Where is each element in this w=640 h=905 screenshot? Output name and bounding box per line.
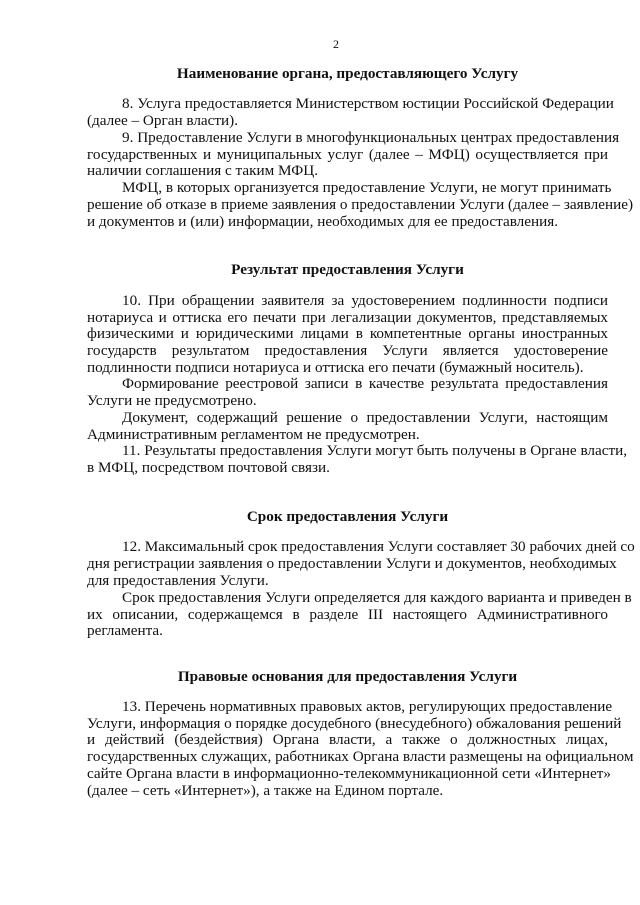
text-line: (далее – Орган власти). [87, 112, 239, 129]
text-line: подлинности подписи нотариуса и оттиска его печати (бумажный носитель). [87, 359, 584, 376]
text-line: Услуги не предусмотрено. [87, 392, 257, 409]
text-line: в МФЦ, посредством почтовой связи. [87, 459, 330, 476]
text-line: и действий (бездействия) Органа власти, а также о должностных лицах, [87, 731, 608, 748]
text-line: (далее – сеть «Интернет»), а также на Едином портале. [87, 782, 444, 799]
text-line: решение об отказе в приеме заявления о предоставлении Услуги (далее – заявление) [87, 196, 633, 213]
text-line: физическими и юридическими лицами в компетентные органы иностранных [87, 325, 608, 342]
text-line: 8. Услуга предоставляется Министерством юстиции Российской Федерации [122, 95, 614, 112]
text-line: и документов и (или) информации, необходимых для ее предоставления. [87, 213, 559, 230]
text-line: регламента. [87, 622, 163, 639]
page-number: 2 [333, 37, 339, 51]
text-line: Документ, содержащий решение о предоставлении Услуги, настоящим [122, 409, 608, 426]
text-line: нотариуса и оттиска его печати при легализации документов, представляемых [87, 309, 608, 326]
text-line: дня регистрации заявления о предоставлении Услуги и документов, необходимых [87, 555, 617, 572]
section-heading: Наименование органа, предоставляющего Услугу [176, 65, 519, 82]
text-line: МФЦ, в которых организуется предоставление Услуги, не могут принимать [122, 179, 612, 196]
section-heading: Срок предоставления Услуги [246, 508, 449, 525]
text-line: 9. Предоставление Услуги в многофункциональных центрах предоставления [122, 129, 620, 146]
text-line: Срок предоставления Услуги определяется для каждого варианта и приведен в [122, 589, 632, 606]
text-line: 12. Максимальный срок предоставления Услуги составляет 30 рабочих дней со [122, 538, 635, 555]
section-heading: Правовые основания для предоставления Услуги [177, 668, 518, 685]
text-line: 13. Перечень нормативных правовых актов, регулирующих предоставление [122, 698, 613, 715]
text-line: государственных служащих, работниках Органа власти размещены на официальном [87, 748, 634, 765]
text-line: Услуги, информация о порядке досудебного (внесудебного) обжалования решений [87, 715, 622, 732]
text-line: 10. При обращении заявителя за удостоверением подлинности подписи [122, 292, 608, 309]
text-line: их описании, содержащемся в разделе III настоящего Административного [87, 606, 608, 623]
text-line: государственных и муниципальных услуг (далее – МФЦ) осуществляется при [87, 146, 608, 163]
text-line: Формирование реестровой записи в качестве результата предоставления [122, 375, 608, 392]
text-line: для предоставления Услуги. [87, 572, 269, 589]
text-line: государств результатом предоставления Услуги является удостоверение [87, 342, 608, 359]
text-line: наличии соглашения с таким МФЦ. [87, 162, 319, 179]
text-line: 11. Результаты предоставления Услуги могут быть получены в Органе власти, [122, 442, 628, 459]
section-heading: Результат предоставления Услуги [231, 261, 464, 278]
text-line: Административным регламентом не предусмотрен. [87, 426, 420, 443]
text-line: сайте Органа власти в информационно-телекоммуникационной сети «Интернет» [87, 765, 611, 782]
